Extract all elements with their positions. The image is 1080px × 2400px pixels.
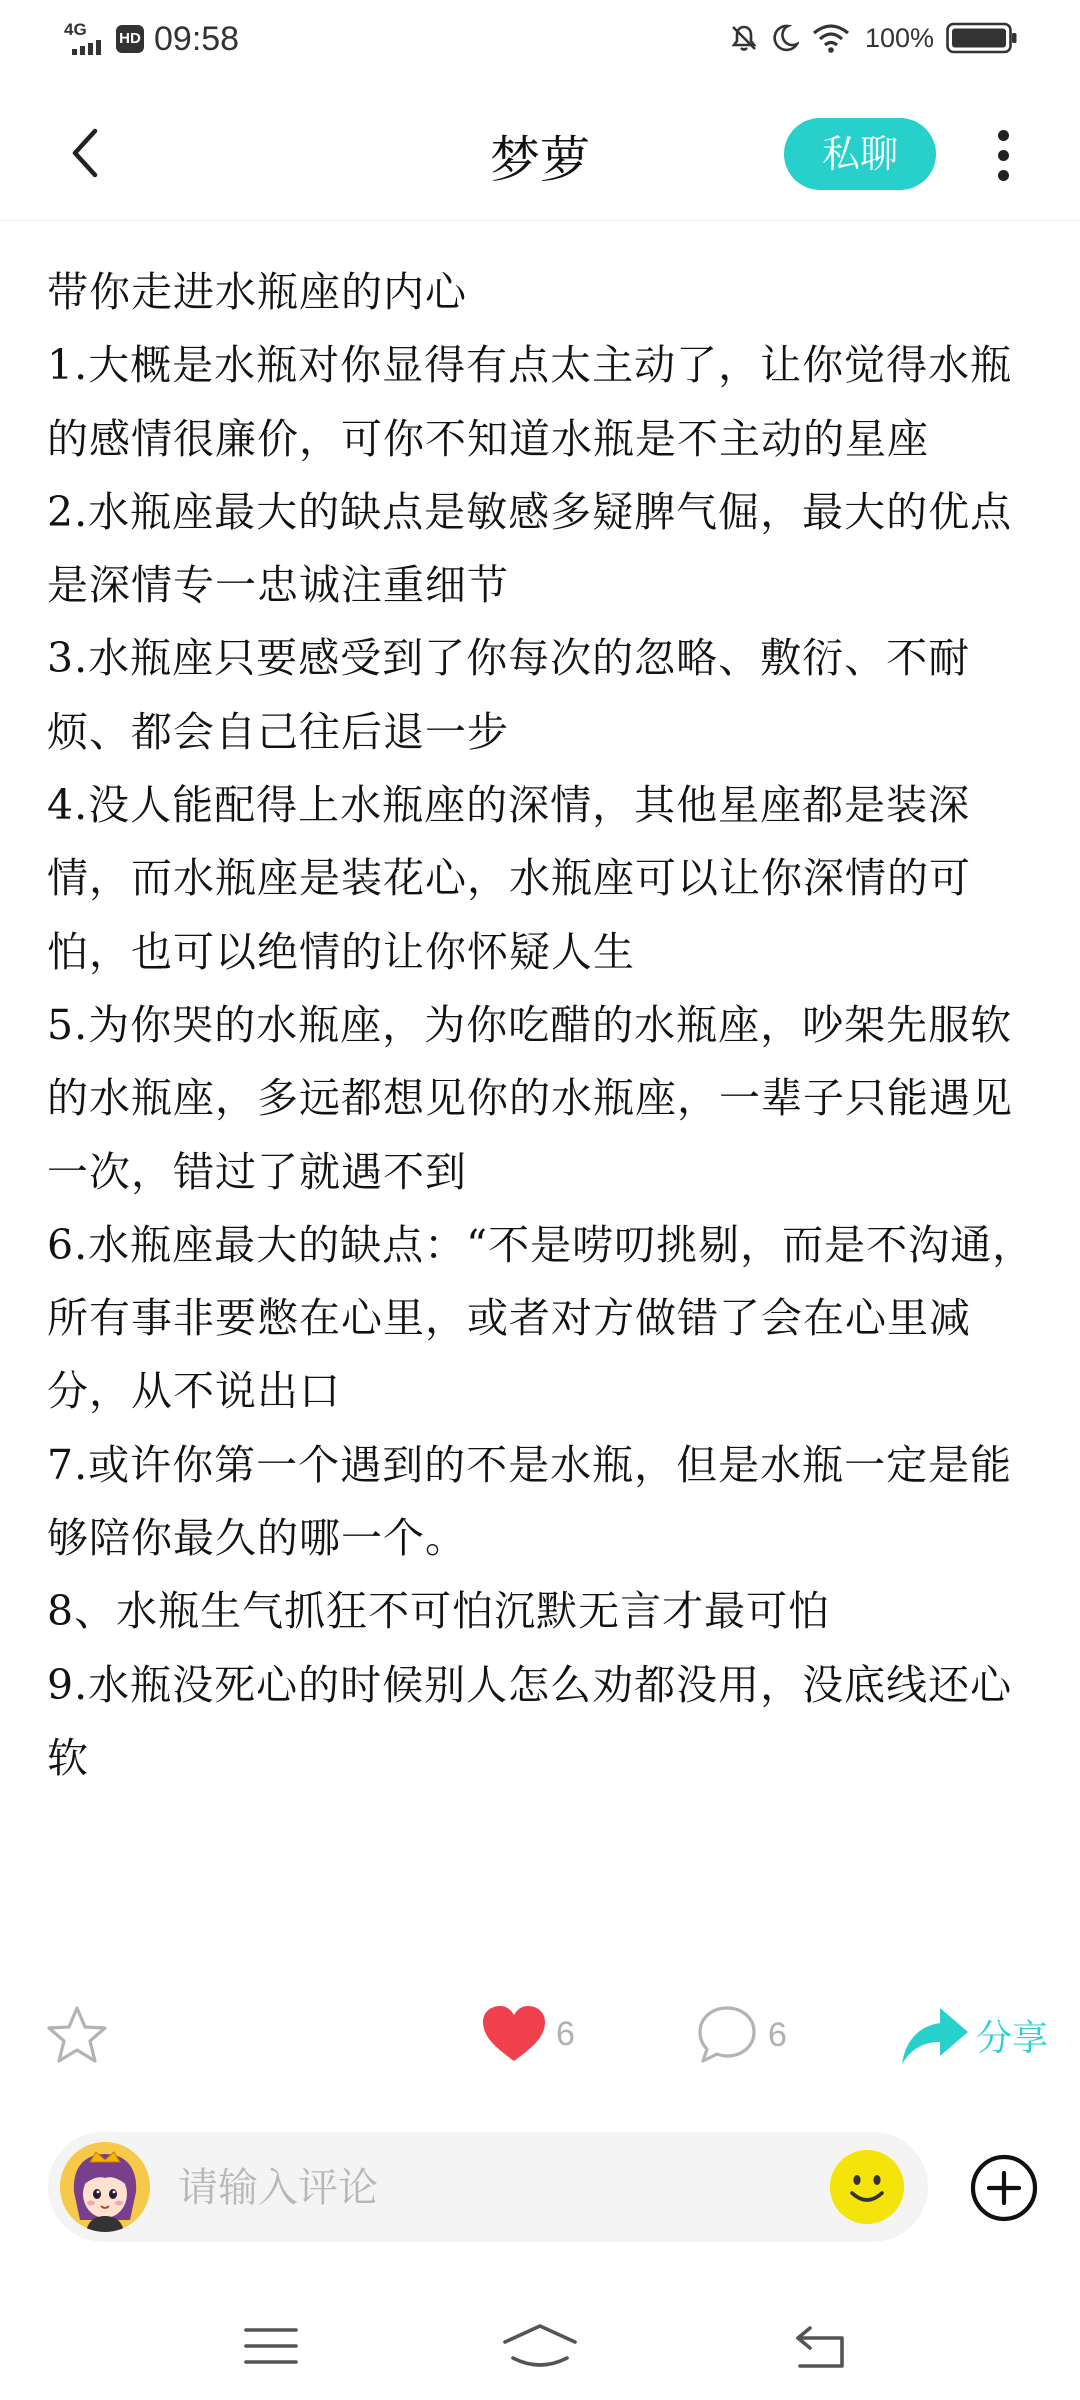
- post-action-bar: [0, 1990, 1080, 2086]
- post-paragraph: 4.没人能配得上水瓶座的深情，其他星座都是装深情，而水瓶座是装花心，水瓶座可以让你深情的可怕，也可以绝情的让你怀疑人生: [47, 781, 971, 976]
- comment-input[interactable]: [176, 2157, 740, 2219]
- 4g-signal-icon: [62, 18, 106, 60]
- post-paragraph: 7.或许你第一个遇到的不是水瓶，但是水瓶一定是能够陪你最久的哪一个。: [47, 1440, 1013, 1563]
- post-paragraph: 2.水瓶座最大的缺点是敏感多疑脾气倔，最大的优点是深情专一忠诚注重细节: [47, 487, 1013, 610]
- post-paragraph: 1.大概是水瓶对你显得有点太主动了，让你觉得水瓶的感情很廉价，可你不知道水瓶是不主动的星座: [47, 341, 1013, 463]
- post-paragraph: 8、水瓶生气抓狂不可怕沉默无言才最可怕: [47, 1587, 831, 1636]
- post-paragraph: 9.水瓶没死心的时候别人怎么劝都没用，没底线还心软: [47, 1660, 1013, 1782]
- battery-icon: [946, 22, 1018, 54]
- emoji-icon[interactable]: [830, 2150, 904, 2224]
- heart-icon: [480, 2004, 548, 2064]
- post-paragraph: 5.为你哭的水瓶座，为你吃醋的水瓶座，吵架先服软的水瓶座，多远都想见你的水瓶座，一辈子只能遇见一次，错过了就遇不到: [47, 1000, 1013, 1196]
- home-icon[interactable]: [502, 2322, 578, 2378]
- page-header: [0, 84, 1080, 221]
- like-button[interactable]: [480, 2004, 575, 2064]
- comment-input-bar: [48, 2132, 928, 2242]
- comment-count: 6: [768, 2015, 787, 2054]
- status-bar: [0, 0, 1080, 84]
- status-time: 09:58: [154, 19, 240, 58]
- back-icon[interactable]: [794, 2322, 850, 2376]
- plus-circle-icon[interactable]: [968, 2152, 1040, 2224]
- post-paragraph: 6.水瓶座最大的缺点：“不是唠叨挑剔，而是不沟通，所有事非要憋在心里，或者对方做错了会在心里减分，从不说出口: [47, 1220, 1035, 1416]
- menu-icon[interactable]: [244, 2322, 298, 2374]
- share-button[interactable]: [900, 2004, 1048, 2066]
- mute-icon: [729, 23, 759, 53]
- favorite-button[interactable]: [44, 2004, 110, 2072]
- post-paragraph: 3.水瓶座只要感受到了你每次的忽略、敷衍、不耐烦、都会自己往后退一步: [47, 634, 971, 756]
- comment-bubble-icon: [694, 2004, 760, 2066]
- system-nav-bar: [0, 2300, 1080, 2400]
- post-body: [47, 256, 1037, 1795]
- share-label: 分享: [976, 2017, 1049, 2059]
- more-vertical-icon[interactable]: [985, 120, 1021, 190]
- comment-button[interactable]: [694, 2004, 787, 2066]
- status-left: [62, 18, 239, 60]
- wifi-icon: [811, 23, 851, 53]
- page-title: 梦萝: [490, 131, 590, 189]
- avatar[interactable]: [60, 2142, 150, 2232]
- like-count: 6: [556, 2014, 575, 2053]
- moon-icon: [771, 23, 799, 53]
- network-label: 4G: [64, 20, 87, 39]
- star-icon: [44, 2004, 110, 2068]
- private-chat-button[interactable]: 私聊: [784, 118, 936, 190]
- battery-percent: 100%: [864, 22, 934, 53]
- hd-icon: HD: [116, 25, 144, 53]
- post-paragraph: 带你走进水瓶座的内心: [47, 268, 467, 316]
- share-arrow-icon: [900, 2004, 970, 2066]
- status-right: [729, 22, 1018, 54]
